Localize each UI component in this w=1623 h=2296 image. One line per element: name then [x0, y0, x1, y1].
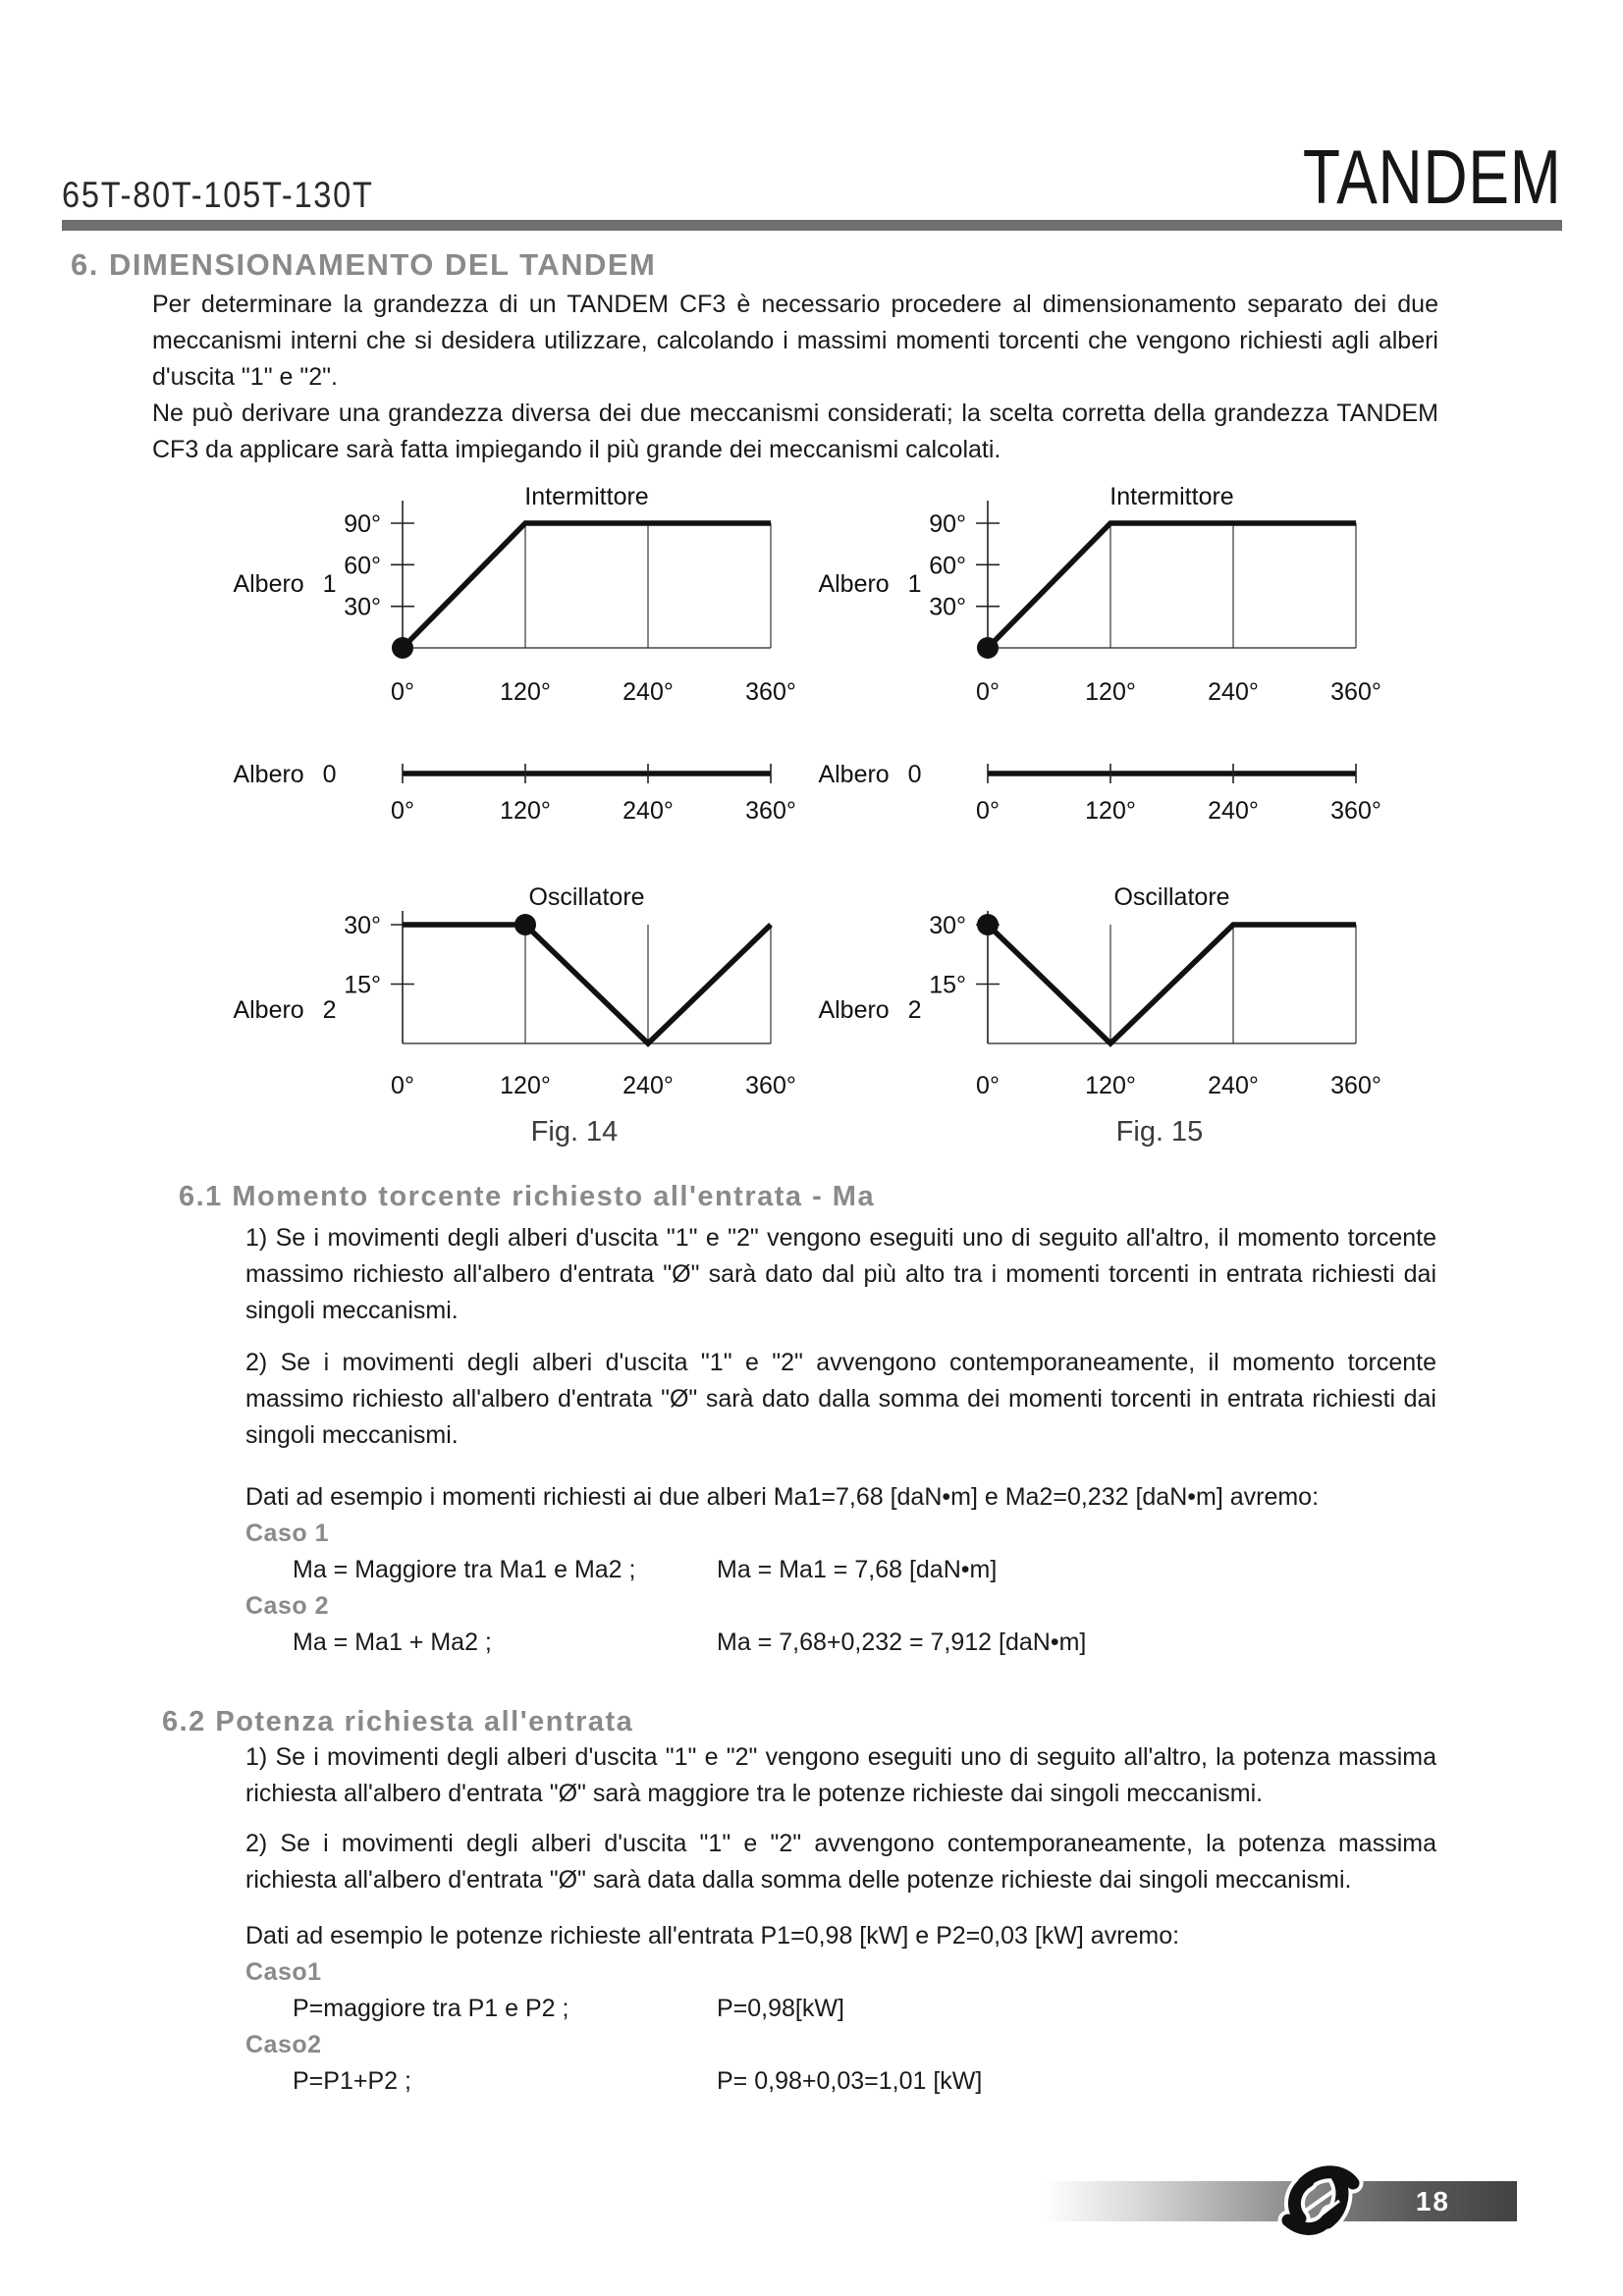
x-tick-label: 360°	[1330, 1072, 1381, 1099]
motion-profile-line	[988, 925, 1356, 1043]
x-tick-label: 240°	[622, 1072, 674, 1099]
x-tick-label: 120°	[500, 1072, 551, 1099]
albero-0-chart	[233, 761, 795, 825]
page-header-models: 65T-80T-105T-130T	[62, 175, 374, 215]
fig14-motion-diagram	[147, 461, 815, 1160]
shaft-label: Albero 2	[233, 996, 337, 1024]
shaft-label: Albero 0	[233, 761, 337, 788]
start-marker-dot	[514, 914, 536, 935]
case-formula: Ma = Maggiore tra Ma1 e Ma2 ;	[293, 1556, 636, 1583]
x-tick-label: 0°	[976, 797, 1000, 825]
case-row	[293, 1625, 1436, 1661]
case-formula: P=P1+P2 ;	[293, 2067, 411, 2095]
shaft-label: Albero 0	[818, 761, 922, 788]
company-logo-icon	[1269, 2158, 1377, 2244]
x-tick-label: 360°	[745, 797, 796, 825]
case-row	[293, 1991, 1436, 2027]
section-6-2-heading: 6.2 Potenza richiesta all'entrata	[162, 1706, 634, 1737]
y-tick-label: 15°	[929, 971, 966, 999]
x-tick-label: 0°	[976, 678, 1000, 706]
x-tick-label: 240°	[622, 678, 674, 706]
shaft-label: Albero 1	[233, 570, 337, 598]
section-6-1-example-intro: Dati ad esempio i momenti richiesti ai due alberi Ma1=7,68 [daN•m] e Ma2=0,232 [daN•m] avremo:	[245, 1483, 1320, 1511]
section-6-2-paragraph-2: 2) Se i movimenti degli alberi d'uscita "1" e "2" avvengono contemporaneamente, la potenza massima richiesta all'albero d'entrata "Ø" sarà data dalla somma delle potenze richieste dai singoli meccanismi.	[245, 1830, 1436, 1894]
section-6-paragraph-1: Per determinare la grandezza di un TANDEM CF3 è necessario procedere al dimensionamento separato dei due meccanismi interni che si desidera utilizzare, calcolando i massimi momenti torcenti che vengono richiesti agli alberi d'uscita "1" e "2".	[152, 291, 1438, 391]
intermittore-chart	[233, 483, 795, 706]
figure-caption: Fig. 15	[1115, 1116, 1204, 1148]
x-tick-label: 360°	[1330, 797, 1381, 825]
oscillatore-chart	[233, 883, 795, 1099]
section-6-1-heading: 6.1 Momento torcente richiesto all'entrata - Ma	[179, 1181, 876, 1212]
section-6-1-paragraph-1: 1) Se i movimenti degli alberi d'uscita "1" e "2" vengono eseguiti uno di seguito all'altro, il momento torcente massimo richiesto all'albero d'entrata "Ø" sarà dato dal più alto tra i momenti torcenti in entrata richiesti dai singoli meccanismi.	[245, 1224, 1436, 1324]
case-formula: Ma = Ma1 + Ma2 ;	[293, 1629, 492, 1656]
case-formula: P=maggiore tra P1 e P2 ;	[293, 1995, 569, 2022]
page-number: 18	[1415, 2186, 1450, 2216]
section-6-1-body	[245, 1220, 1436, 1661]
section-6-paragraph-2: Ne può derivare una grandezza diversa dei due meccanismi considerati; la scelta corretta della grandezza TANDEM CF3 da applicare sarà fatta impiegando il più grande dei meccanismi calcolati.	[152, 400, 1438, 463]
shaft-label: Albero 1	[818, 570, 922, 598]
motion-profile-line	[988, 523, 1356, 648]
section-6-2-paragraph-1: 1) Se i movimenti degli alberi d'uscita "1" e "2" vengono eseguiti uno di seguito all'altro, la potenza massima richiesta all'albero d'entrata "Ø" sarà maggiore tra le potenze richieste dai singoli meccanismi.	[245, 1743, 1436, 1807]
x-tick-label: 360°	[1330, 678, 1381, 706]
figure-caption: Fig. 14	[530, 1116, 619, 1148]
x-tick-label: 120°	[500, 797, 551, 825]
motion-profile-line	[403, 925, 771, 1043]
x-tick-label: 120°	[1085, 1072, 1136, 1099]
case-label: Caso2	[245, 2031, 322, 2058]
x-tick-label: 0°	[391, 678, 414, 706]
fig15-motion-diagram	[732, 461, 1400, 1160]
section-6-body	[152, 287, 1438, 468]
section-6-2-example-intro: Dati ad esempio le potenze richieste all'entrata P1=0,98 [kW] e P2=0,03 [kW] avremo:	[245, 1922, 1180, 1949]
case-label: Caso 1	[245, 1520, 329, 1547]
chart-title: Intermittore	[524, 483, 649, 510]
chart-title: Intermittore	[1109, 483, 1234, 510]
chart-title: Oscillatore	[528, 883, 645, 911]
x-tick-label: 360°	[745, 678, 796, 706]
x-tick-label: 360°	[745, 1072, 796, 1099]
oscillatore-chart	[818, 883, 1380, 1099]
y-tick-label: 60°	[929, 552, 966, 580]
case-result: P=0,98[kW]	[717, 1995, 844, 2022]
figure-block	[0, 461, 1623, 1160]
x-tick-label: 0°	[391, 1072, 414, 1099]
header-divider-bar	[62, 220, 1562, 231]
start-marker-dot	[392, 637, 413, 659]
shaft-label: Albero 2	[818, 996, 922, 1024]
chart-title: Oscillatore	[1113, 883, 1230, 911]
x-tick-label: 240°	[1208, 797, 1259, 825]
y-tick-label: 30°	[929, 593, 966, 621]
y-tick-label: 90°	[344, 510, 381, 538]
x-tick-label: 120°	[1085, 678, 1136, 706]
case-label: Caso 2	[245, 1592, 329, 1620]
intermittore-chart	[818, 483, 1380, 706]
section-6-1-paragraph-2: 2) Se i movimenti degli alberi d'uscita "1" e "2" avvengono contemporaneamente, il momento torcente massimo richiesto all'albero d'entrata "Ø" sarà dato dalla somma dei momenti torcenti in entrata richiesti dai singoli meccanismi.	[245, 1349, 1436, 1449]
x-tick-label: 120°	[500, 678, 551, 706]
case-result: P= 0,98+0,03=1,01 [kW]	[717, 2067, 983, 2095]
case-label: Caso1	[245, 1958, 322, 1986]
start-marker-dot	[977, 637, 999, 659]
y-tick-label: 30°	[344, 912, 381, 939]
case-row	[293, 1552, 1436, 1588]
case-result: Ma = Ma1 = 7,68 [daN•m]	[717, 1556, 998, 1583]
albero-0-chart	[818, 761, 1380, 825]
y-tick-label: 60°	[344, 552, 381, 580]
y-tick-label: 30°	[929, 912, 966, 939]
start-marker-dot	[977, 914, 999, 935]
x-tick-label: 120°	[1085, 797, 1136, 825]
y-tick-label: 15°	[344, 971, 381, 999]
case-result: Ma = 7,68+0,232 = 7,912 [daN•m]	[717, 1629, 1087, 1656]
motion-profile-line	[403, 523, 771, 648]
case-row	[293, 2063, 1436, 2100]
x-tick-label: 0°	[391, 797, 414, 825]
x-tick-label: 240°	[1208, 678, 1259, 706]
x-tick-label: 0°	[976, 1072, 1000, 1099]
x-tick-label: 240°	[622, 797, 674, 825]
section-6-heading: 6. DIMENSIONAMENTO DEL TANDEM	[71, 247, 657, 282]
brand-wordmark: TANDEM	[1303, 133, 1562, 220]
y-tick-label: 30°	[344, 593, 381, 621]
x-tick-label: 240°	[1208, 1072, 1259, 1099]
y-tick-label: 90°	[929, 510, 966, 538]
section-6-2-body	[245, 1739, 1436, 2100]
